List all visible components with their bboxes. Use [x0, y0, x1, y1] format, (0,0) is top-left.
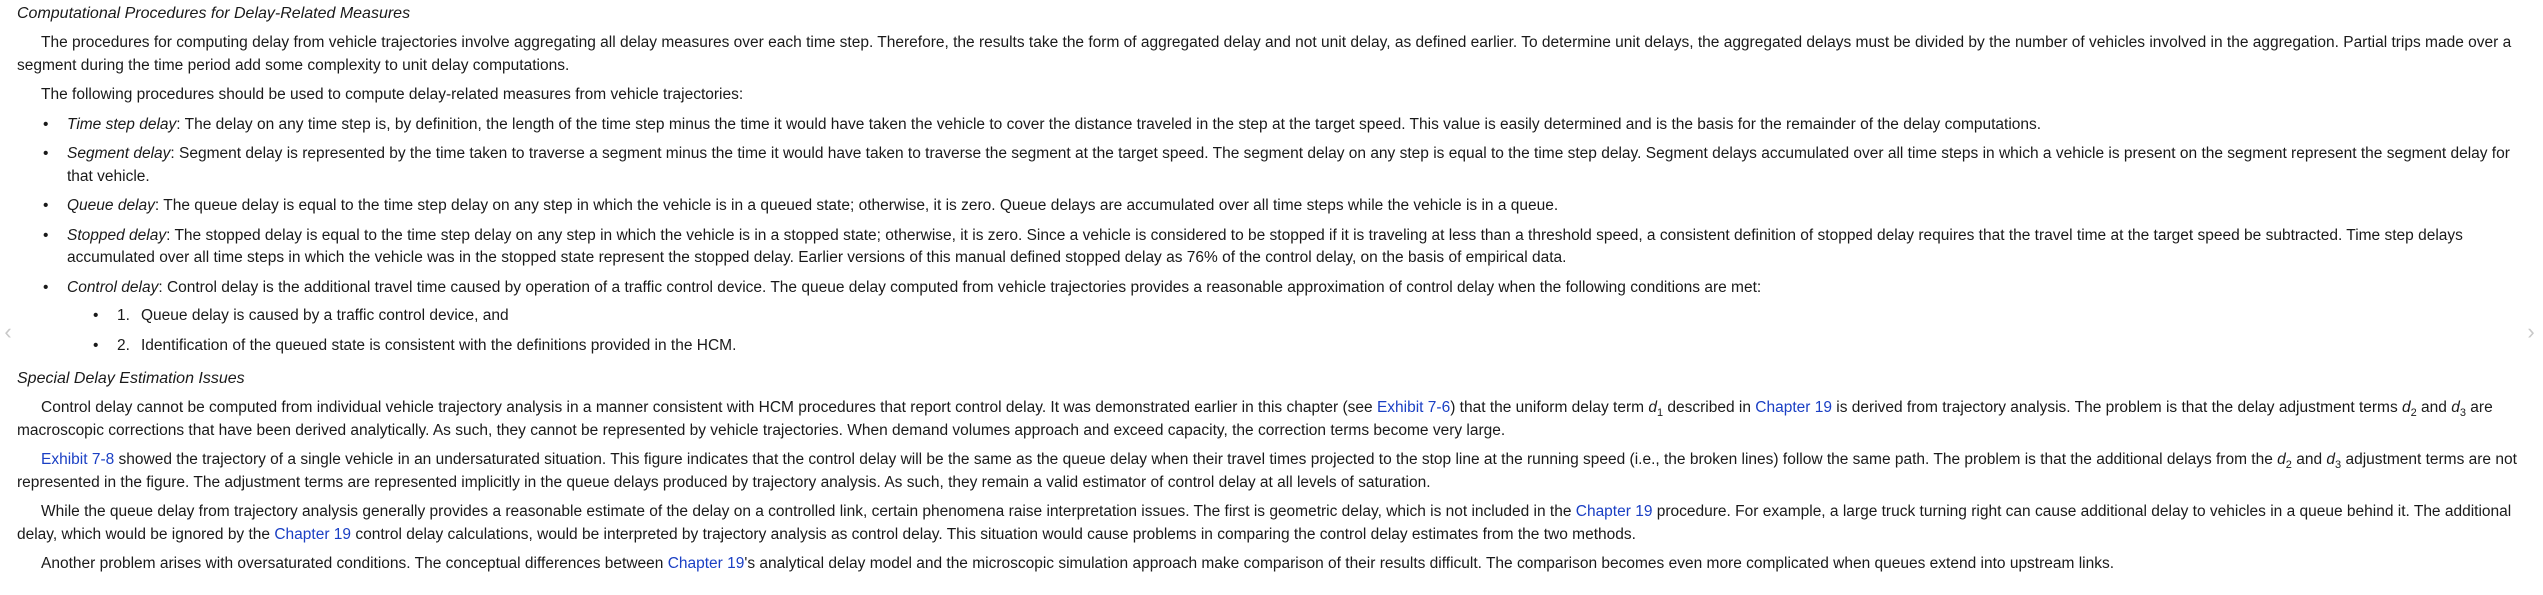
text-run: 's analytical delay model and the microscopic simulation approach make comparison of their results difficult. The comparison becomes even more complicated when queues extend into upstream links.	[744, 555, 2115, 572]
subscript: 2	[2285, 459, 2292, 472]
condition-text: Queue delay is caused by a traffic control device, and	[141, 307, 509, 324]
list-item-time-step-delay	[67, 114, 2522, 137]
link-chapter-19[interactable]: Chapter 19	[667, 555, 745, 572]
link-exhibit-7-8[interactable]: Exhibit 7-8	[41, 451, 115, 468]
term-control-delay: Control delay	[67, 278, 159, 296]
text-run: and	[2291, 451, 2327, 468]
text-run: control delay calculations, would be interpreted by trajectory analysis as control delay. This situation would cause problems in comparing the control delay estimates from the two methods.	[351, 525, 1636, 543]
paragraph-oversaturated	[17, 553, 2522, 576]
definition-text: : The delay on any time step is, by definition, the length of the time step minus the time it would have taken the vehicle to cover the distance traveled in the step at the target speed. This value is easily determined and is the basis for the remainder of the delay computations.	[176, 115, 2042, 133]
text-run: procedure. For example, a large truck turning right can cause additional delay to vehicles in a queue behind it. The additional delay, which would be ignored by the	[17, 503, 2512, 543]
text-run: adjustment terms are not represented in the figure. The adjustment terms are represented implicitly in the queue delays produced by trajectory analysis. As such, they remain a valid estimator of control delay at all levels of saturation.	[17, 451, 2517, 491]
subscript: 1	[1656, 407, 1664, 420]
text-run: Another problem arises with oversaturated conditions. The conceptual differences between	[41, 555, 668, 572]
definition-text: : The queue delay is equal to the time step delay on any step in which the vehicle is in a queued state; otherwise, it is zero. Queue delays are accumulated over all time steps while the vehicle is in a queue.	[154, 197, 1559, 214]
definition-text: : The stopped delay is equal to the time step delay on any step in which the vehicle is in a stopped state; otherwise, it is zero. Since a vehicle is considered to be stopped if it is traveling at less than a threshold speed, a consistent definition of stopped delay requires that the travel time at the target speed be subtracted. Time step delays accumulated over all time steps in which the vehicle was in the stopped state represent the stopped delay. Earlier versions of this manual defined stopped delay as 76% of the control delay, on the basis of empirical data.	[67, 226, 2463, 266]
subscript: 2	[2410, 407, 2417, 420]
text-run: While the queue delay from trajectory analysis generally provides a reasonable estimate of the delay on a controlled link, certain phenomena raise interpretation issues. The first is geometric delay, which is not included in the	[41, 503, 1576, 520]
subscript: 3	[2335, 459, 2342, 472]
list-item-control-delay	[67, 277, 2522, 358]
document-body	[17, 2, 2522, 583]
link-chapter-19[interactable]: Chapter 19	[1575, 503, 1653, 520]
procedures-lead-paragraph: The following procedures should be used to compute delay-related measures from vehicle trajectories:	[41, 86, 744, 103]
delay-measures-list	[17, 114, 2522, 358]
text-run: Control delay cannot be computed from individual vehicle trajectory analysis in a manner consistent with HCM procedures that report control delay. It was demonstrated earlier in this chapter (see	[41, 399, 1377, 416]
intro-paragraph: The procedures for computing delay from vehicle trajectories involve aggregating all delay measures over each time step. Therefore, the results take the form of aggregated delay and not unit delay, as defined earlier. To determine unit delays, the aggregated delays must be divided by the number of vehicles involved in the aggregation. Partial trips made over a segment during the time period add some complexity to unit delay computations.	[17, 34, 2512, 74]
variable-d: d	[2326, 451, 2336, 468]
variable-d: d	[2402, 399, 2411, 416]
text-run: and	[2416, 399, 2452, 416]
paragraph-control-delay-trajectory	[17, 397, 2522, 442]
previous-page-chevron-icon[interactable]: ‹	[4, 319, 12, 344]
section-heading-computational-procedures: Computational Procedures for Delay-Related Measures	[17, 5, 411, 22]
list-item-stopped-delay	[67, 225, 2522, 270]
term-segment-delay: Segment delay	[67, 145, 171, 162]
link-chapter-19[interactable]: Chapter 19	[274, 525, 352, 543]
condition-number: 1.	[117, 307, 130, 324]
text-run: are macroscopic corrections that have been derived analytically. As such, they cannot be represented by vehicle trajectories. When demand volumes approach and exceed capacity, the correction terms become very large.	[17, 399, 2493, 439]
link-exhibit-7-6[interactable]: Exhibit 7-6	[1376, 399, 1451, 416]
text-run: is derived from trajectory analysis. The problem is that the delay adjustment terms	[1831, 399, 2402, 416]
paragraph-geometric-delay	[17, 501, 2522, 546]
text-run: showed the trajectory of a single vehicle in an undersaturated situation. This figure indicates that the control delay will be the same as the queue delay when their travel times projected to the stop line at the running speed (i.e., the broken lines) follow the same path. The problem is that the additional delays from the	[114, 451, 2278, 468]
definition-text: : Segment delay is represented by the time taken to traverse a segment minus the time it would have taken to traverse the segment at the target speed. The segment delay on any step is equal to the time step delay. Segment delays accumulated over all time steps in which a vehicle is present on the segment represent the segment delay for that vehicle.	[67, 145, 2510, 185]
subscript: 3	[2459, 407, 2466, 420]
variable-d: d	[2451, 399, 2460, 416]
condition-text: Identification of the queued state is consistent with the definitions provided in the HCM.	[141, 336, 737, 354]
text-run: described in	[1663, 399, 1756, 416]
condition-number: 2.	[117, 336, 130, 354]
variable-d: d	[2277, 451, 2286, 468]
list-item-segment-delay	[67, 143, 2522, 188]
condition-item	[117, 305, 2522, 328]
condition-item	[117, 335, 2522, 358]
definition-text: : Control delay is the additional travel time caused by operation of a traffic control device. The queue delay computed from vehicle trajectories provides a reasonable approximation of control delay when the following conditions are met:	[158, 278, 1762, 296]
next-page-chevron-icon[interactable]: ›	[2527, 319, 2535, 344]
link-chapter-19[interactable]: Chapter 19	[1755, 399, 1832, 416]
text-run: ) that the uniform delay term	[1450, 399, 1649, 416]
term-queue-delay: Queue delay	[67, 197, 155, 214]
term-time-step-delay: Time step delay	[67, 115, 177, 133]
control-delay-conditions-list	[67, 305, 2522, 357]
section-heading-special-delay-issues: Special Delay Estimation Issues	[17, 370, 245, 387]
paragraph-exhibit-7-8	[17, 449, 2522, 494]
list-item-queue-delay	[67, 195, 2522, 218]
variable-d: d	[1648, 399, 1657, 416]
term-stopped-delay: Stopped delay	[67, 226, 167, 244]
